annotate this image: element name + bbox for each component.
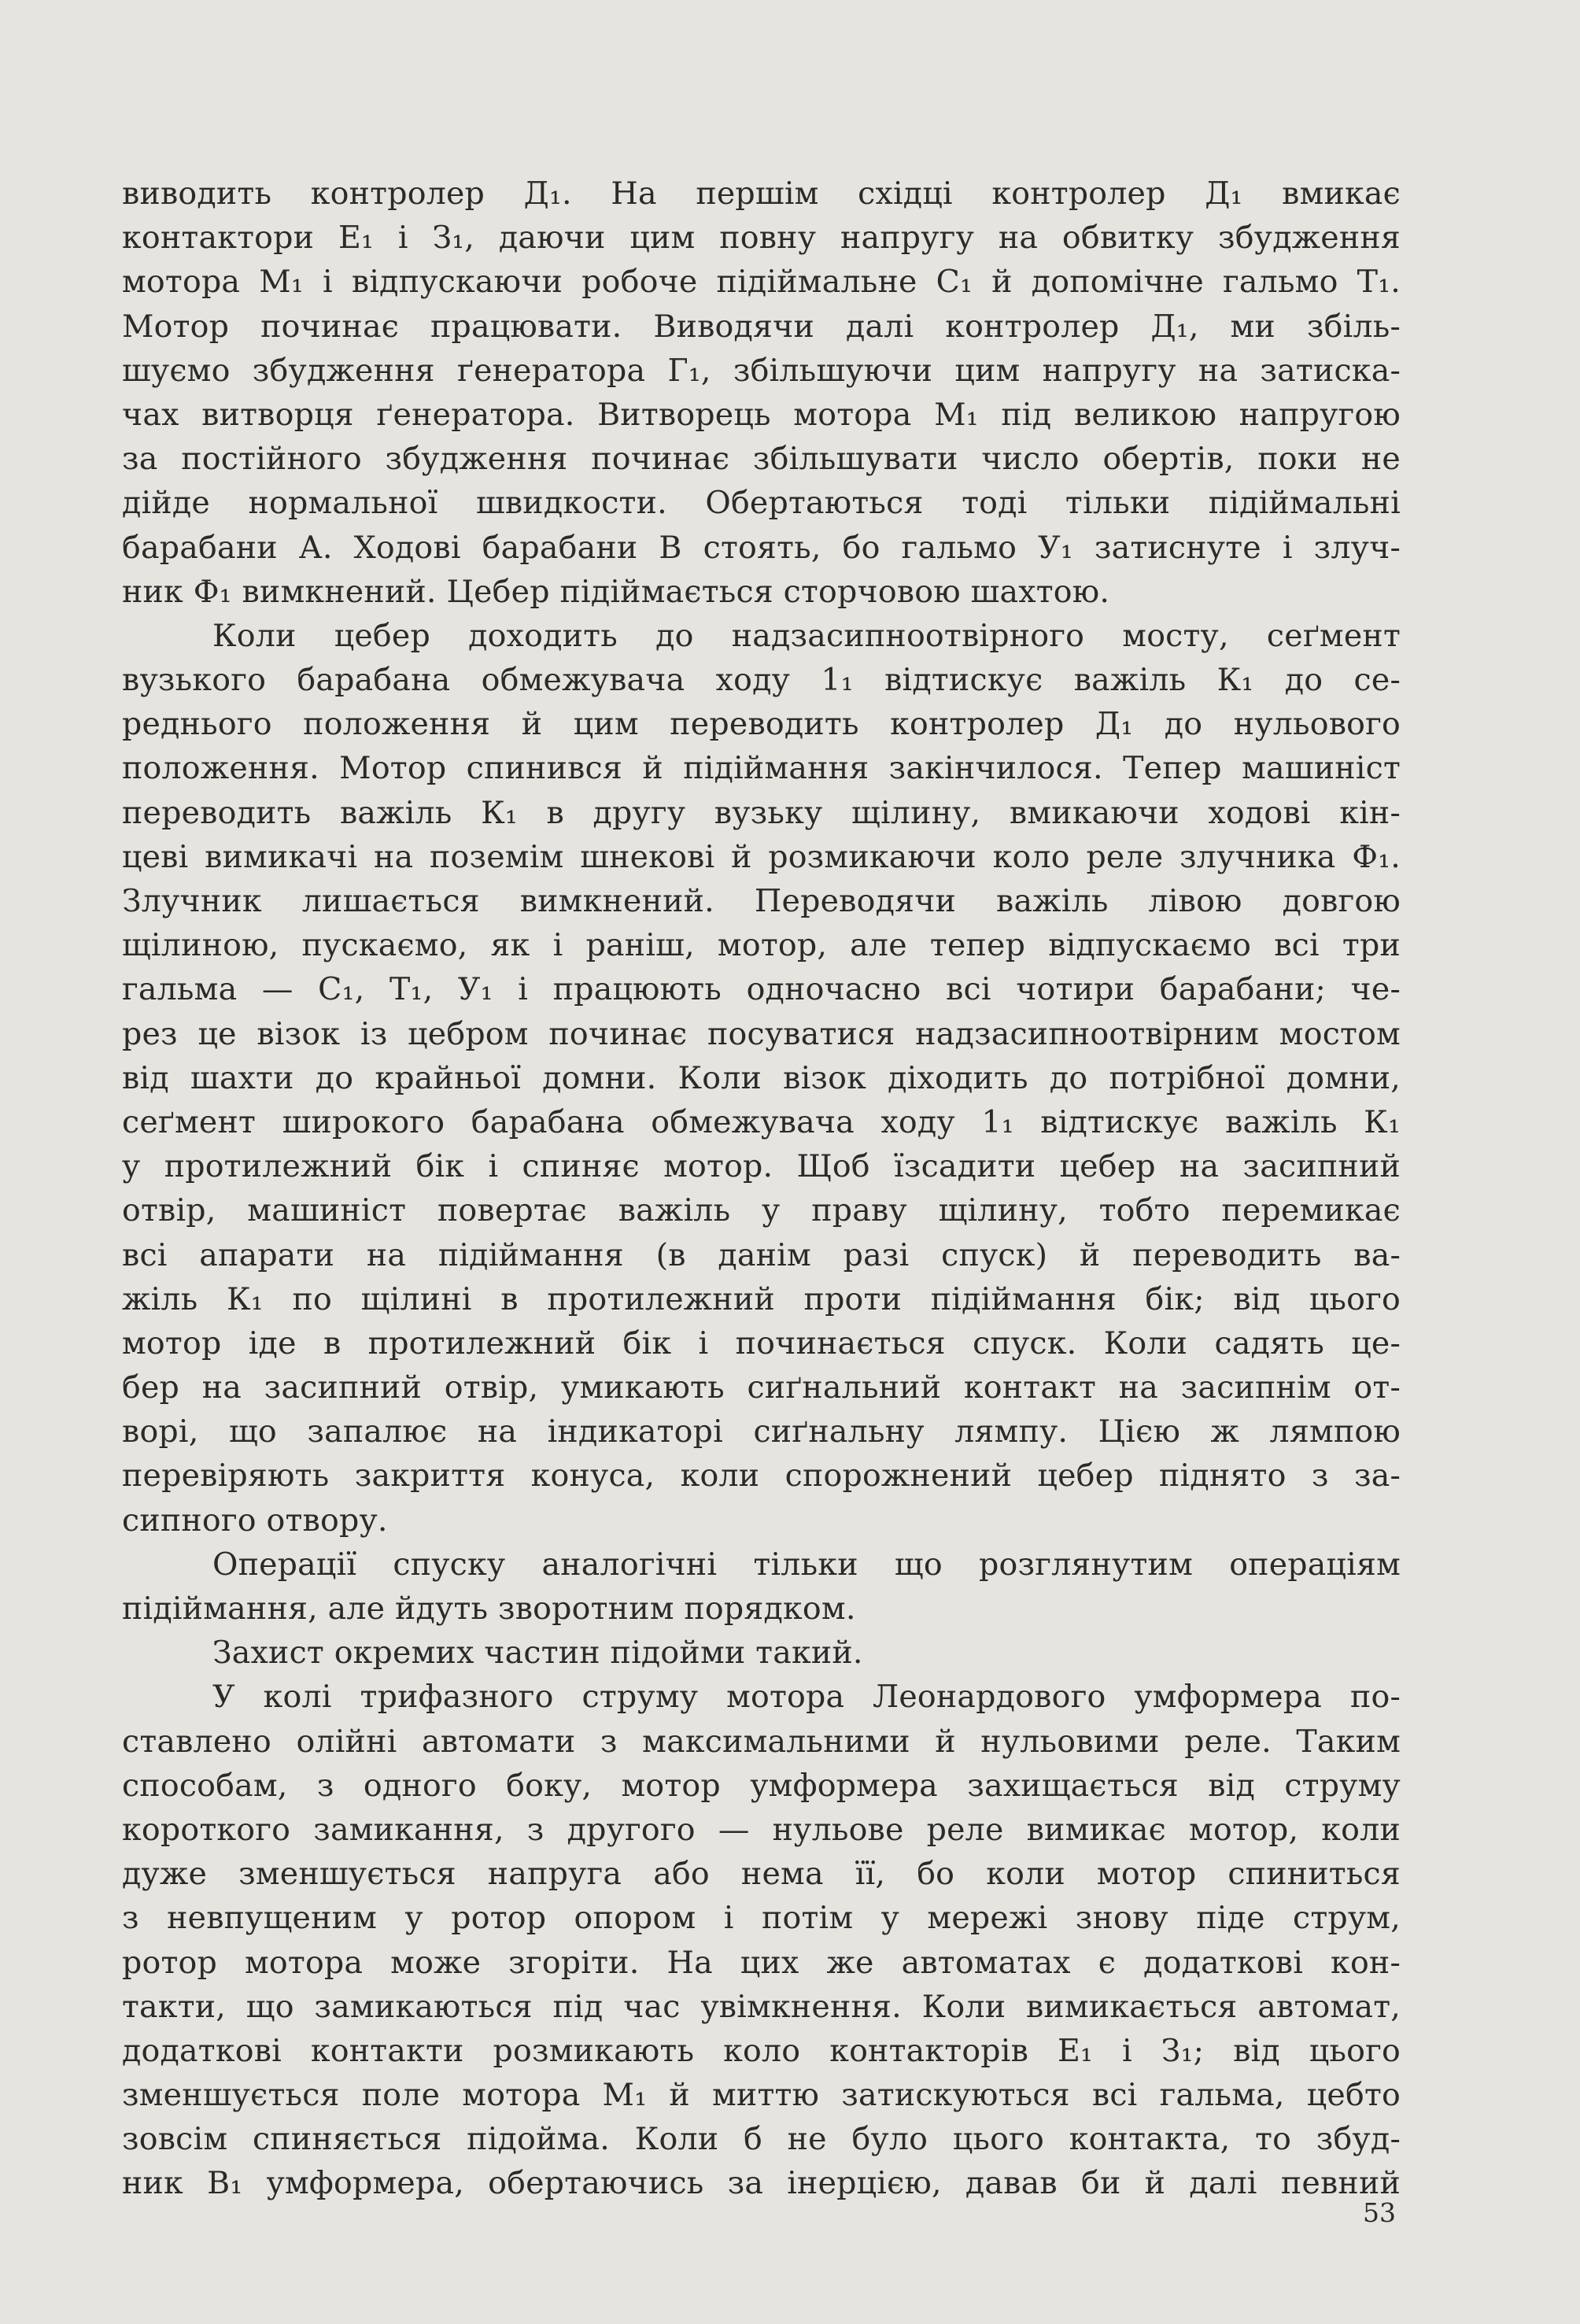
text-line: за постійного збудження починає збільшувати число обертів, поки не <box>122 441 1401 478</box>
text-line: шуємо збудження ґенератора Г₁, збільшуючи цим напругу на затиска- <box>122 352 1401 389</box>
text-line: ник В₁ умформера, обертаючись за інерцією, давав би й далі певний <box>122 2165 1401 2202</box>
text-line: переводить важіль К₁ в другу вузьку щілину, вмикаючи ходові кін- <box>122 794 1401 831</box>
text-line: Злучник лишається вимкнений. Переводячи важіль лівою довгою <box>122 883 1401 919</box>
text-line: такти, що замикаються під час увімкнення. Коли вимикається автомат, <box>122 1988 1401 2025</box>
text-line: вузького барабана обмежувача ходу 1₁ відтискує важіль К₁ до се- <box>122 662 1401 699</box>
body-text <box>122 172 1401 2206</box>
text-line: положення. Мотор спинився й підіймання закінчилося. Тепер машиніст <box>122 750 1401 787</box>
text-line: зменшується поле мотора М₁ й миттю затискуються всі гальма, цебто <box>122 2077 1401 2114</box>
text-line: ставлено олійні автомати з максимальними й нульовими реле. Таким <box>122 1723 1401 1760</box>
text-line: Мотор починає працювати. Виводячи далі контролер Д₁, ми збіль- <box>122 308 1401 345</box>
text-line: дуже зменшується напруга або нема її, бо коли мотор спиниться <box>122 1856 1401 1893</box>
text-line: реднього положення й цим переводить контролер Д₁ до нульового <box>122 706 1401 743</box>
text-line: короткого замикання, з другого — нульове реле вимикає мотор, коли <box>122 1811 1401 1848</box>
text-line: Захист окремих частин підойми такий. <box>212 1635 863 1672</box>
page-number: 53 <box>1363 2197 1396 2228</box>
text-line: перевіряють закриття конуса, коли спорожнений цебер піднято з за- <box>122 1458 1401 1495</box>
text-line: від шахти до крайньої домни. Коли візок діходить до потрібної домни, <box>122 1059 1401 1096</box>
text-line: додаткові контакти розмикають коло контакторів Е₁ і З₁; від цього <box>122 2032 1401 2069</box>
text-line: дійде нормальної швидкости. Обертаються тоді тільки підіймальні <box>122 485 1401 522</box>
text-line: виводить контролер Д₁. На першім східці контролер Д₁ вмикає <box>122 176 1401 212</box>
text-line: способам, з одного боку, мотор умформера захищається від струму <box>122 1767 1401 1804</box>
text-line: сеґмент широкого барабана обмежувача ходу 1₁ відтискує важіль К₁ <box>122 1103 1401 1140</box>
text-line: чах витворця ґенератора. Витворець мотора М₁ під великою напругою <box>122 396 1401 433</box>
text-line: сипного отвору. <box>122 1502 388 1539</box>
text-line: жіль К₁ по щілині в протилежний проти підіймання бік; від цього <box>122 1280 1401 1317</box>
text-line: цеві вимикачі на поземім шнекові й розмикаючи коло реле злучника Ф₁. <box>122 838 1401 875</box>
text-line: з невпущеним у ротор опором і потім у мережі знову піде струм, <box>122 1900 1401 1937</box>
text-line: рез це візок із цебром починає посуватися надзасипноотвірним мостом <box>122 1015 1401 1052</box>
text-line: мотор іде в протилежний бік і починається спуск. Коли садять це- <box>122 1325 1401 1362</box>
text-line: бер на засипний отвір, умикають сиґнальний контакт на засипнім от- <box>122 1369 1401 1406</box>
text-line: ворі, що запалює на індикаторі сиґнальну лямпу. Цією ж лямпою <box>122 1413 1401 1450</box>
text-line: зовсім спиняється підойма. Коли б не було цього контакта, то збуд- <box>122 2121 1401 2158</box>
text-line: ник Ф₁ вимкнений. Цебер підіймається сторчовою шахтою. <box>122 573 1110 610</box>
text-line: гальма — С₁, Т₁, У₁ і працюють одночасно всі чотири барабани; че- <box>122 971 1401 1008</box>
text-line: У колі трифазного струму мотора Леонардового умформера по- <box>212 1679 1401 1716</box>
text-line: ротор мотора може згоріти. На цих же автоматах є додаткові кон- <box>122 1944 1401 1981</box>
text-line: щілиною, пускаємо, як і раніш, мотор, але тепер відпускаємо всі три <box>122 927 1401 964</box>
text-line: отвір, машиніст повертає важіль у праву щілину, тобто перемикає <box>122 1192 1401 1229</box>
text-line: всі апарати на підіймання (в данім разі спуск) й переводить ва- <box>122 1236 1401 1273</box>
text-line: контактори Е₁ і З₁, даючи цим повну напругу на обвитку збудження <box>122 220 1401 257</box>
text-line: підіймання, але йдуть зворотним порядком. <box>122 1591 856 1627</box>
text-line: у протилежний бік і спиняє мотор. Щоб їзсадити цебер на засипний <box>122 1148 1401 1185</box>
text-line: мотора М₁ і відпускаючи робоче підіймальне С₁ й допомічне гальмо Т₁. <box>122 264 1401 301</box>
text-line: барабани А. Ходові барабани В стоять, бо гальмо У₁ затиснуте і злуч- <box>122 529 1401 566</box>
text-line: Операції спуску аналогічні тільки що розглянутим операціям <box>212 1546 1401 1583</box>
text-line: Коли цебер доходить до надзасипноотвірного мосту, сеґмент <box>212 617 1401 654</box>
